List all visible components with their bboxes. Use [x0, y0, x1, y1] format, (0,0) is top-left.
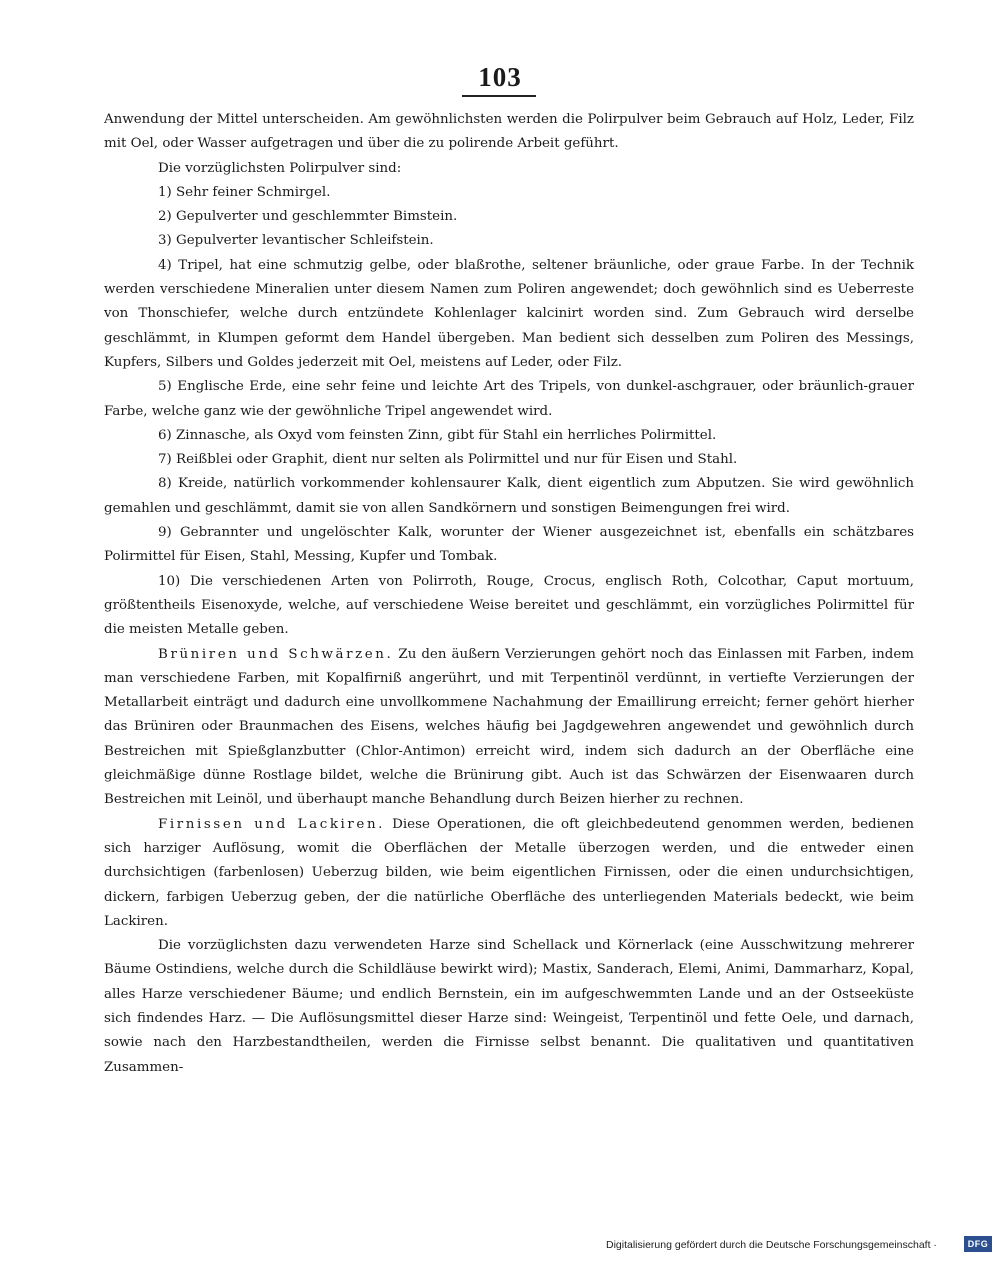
- paragraph-13-text: Diese Operationen, die oft gleichbedeutend genommen werden, bedienen sich harziger Auflösung, womit die Oberflächen der Metalle überzogen werden, und die entweder einen durchsichtigen (farbenlosen) Ueberzug bilden, wie beim eigentlichen Firnissen, oder die einen undurchsichtigen, dickern, farbigen Ueberzug geben, der die natürliche Oberfläche des unterliegenden Materials bedeckt, wie beim Lackiren.: [104, 816, 914, 929]
- paragraph-12-text: Zu den äußern Verzierungen gehört noch das Einlassen mit Farben, indem man verschiedene Farben, mit Kopalfirniß angerührt, und mit Terpentinöl verdünnt, in vertiefte Verzierungen der Metallarbeit einträgt und dadurch eine unvollkommene Nachahmung der Emaillirung erreicht; ferner gehört hierher das Brüniren oder Braunmachen des Eisens, welches häufig bei Jagdgewehren angewendet und gewöhnlich durch Bestreichen mit Spießglanzbutter (Chlor-Antimon) erreicht wird, indem sich dadurch an der Oberfläche eine gleichmäßige dünne Rostlage bildet, welche die Brünirung gibt. Auch ist das Schwärzen der Eisenwaaren durch Bestreichen mit Leinöl, und überhaupt manche Behandlung durch Beizen hierher zu rechnen.: [104, 646, 915, 808]
- paragraph-12: [104, 643, 914, 813]
- page-number-rule: [462, 95, 536, 97]
- paragraph-8: 7) Reißblei oder Graphit, dient nur selten als Polirmittel und nur für Eisen und Stahl.: [158, 452, 738, 468]
- paragraph-2: 1) Sehr feiner Schmirgel.: [158, 184, 331, 200]
- paragraph-6: 5) Englische Erde, eine sehr feine und leichte Art des Tripels, von dunkel-aschgrauer, oder bräunlich-grauer Farbe, welche ganz wie der gewöhnliche Tripel angewendet wird.: [104, 379, 914, 419]
- paragraph-11: 10) Die verschiedenen Arten von Polirroth, Rouge, Crocus, englisch Roth, Colcothar, Caput mortuum, größtentheils Eisenoxyde, welche, auf verschiedene Weise bereitet und geschlämmt, ein vorzügliches Polirmittel für die meisten Metalle geben.: [104, 573, 914, 638]
- paragraph-7: 6) Zinnasche, als Oxyd vom feinsten Zinn, gibt für Stahl ein herrliches Polirmittel.: [158, 427, 717, 443]
- dfg-logo: DFG: [964, 1236, 992, 1252]
- paragraph-4: 3) Gepulverter levantischer Schleifstein.: [158, 233, 434, 249]
- paragraph-1: Die vorzüglichsten Polirpulver sind:: [158, 160, 402, 176]
- section-heading-firnissen: Firnissen und Lackiren.: [158, 816, 386, 832]
- section-heading-bruniren: Brüniren und Schwärzen.: [158, 646, 394, 662]
- digitization-credit: Digitalisierung gefördert durch die Deutsche Forschungsgemeinschaft ·: [606, 1239, 937, 1251]
- paragraph-10: 9) Gebrannter und ungelöschter Kalk, worunter der Wiener ausgezeichnet ist, ebenfalls ein schätzbares Polirmittel für Eisen, Stahl, Messing, Kupfer und Tombak.: [104, 525, 914, 565]
- paragraph-14: Die vorzüglichsten dazu verwendeten Harze sind Schellack und Körnerlack (eine Ausschwitzung mehrerer Bäume Ostindiens, welche durch die Schildläuse bewirkt wird); Mastix, Sanderach, Elemi, Animi, Dammarharz, Kopal, alles Harze verschiedener Bäume; und endlich Bernstein, ein im aufgeschwemmten Lande und an der Ostseeküste sich findendes Harz. — Die Auflösungsmittel dieser Harze sind: Weingeist, Terpentinöl und fette Oele, und darnach, sowie nach den Harzbestandtheilen, werden die Firnisse selbst benannt. Die qualitativen und quantitativen Zusammen-: [104, 938, 914, 1075]
- paragraph-3: 2) Gepulverter und geschlemmter Bimstein.: [158, 209, 458, 225]
- page-number: 103: [478, 62, 522, 92]
- paragraph-0: Anwendung der Mittel unterscheiden. Am gewöhnlichsten werden die Polirpulver beim Gebrauch auf Holz, Leder, Filz mit Oel, oder Wasser aufgetragen und über die zu polirende Arbeit geführt.: [104, 112, 914, 152]
- paragraph-5: 4) Tripel, hat eine schmutzig gelbe, oder blaßrothe, seltener bräunliche, oder graue Farbe. In der Technik werden verschiedene Mineralien unter diesem Namen zum Poliren angewendet; doch gewöhnlich sind es Ueberreste von Thonschiefer, welche durch entzündete Kohlenlager kalcinirt worden sind. Zum Gebrauch wird derselbe geschlämmt, in Klumpen geformt dem Handel übergeben. Man bedient sich desselben zum Poliren des Messings, Kupfers, Silbers und Goldes jederzeit mit Oel, meistens auf Leder, oder Filz.: [104, 257, 914, 370]
- paragraph-13: [104, 813, 914, 934]
- body-text: [104, 108, 914, 1080]
- paragraph-9: 8) Kreide, natürlich vorkommender kohlensaurer Kalk, dient eigentlich zum Abputzen. Sie wird gewöhnlich gemahlen und geschlämmt, damit sie von allen Sandkörnern und sonstigen Beimengungen frei wird.: [104, 476, 914, 516]
